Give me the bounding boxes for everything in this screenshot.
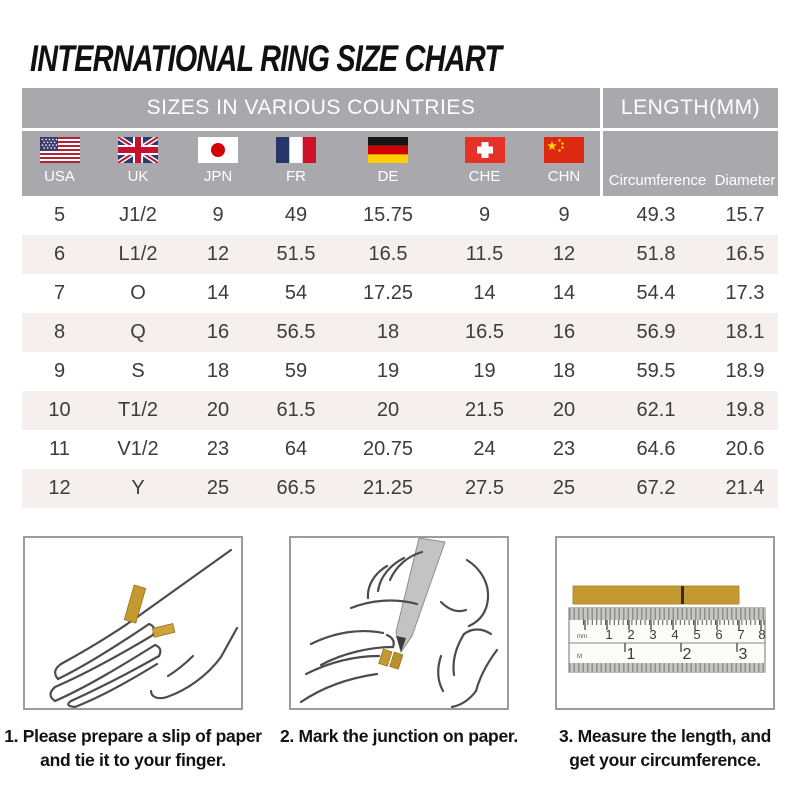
- switzerland-flag-icon: [465, 137, 505, 163]
- table-group-header: [22, 88, 778, 131]
- cell-uk: Q: [130, 321, 146, 343]
- instruction-step-2: [280, 536, 518, 772]
- cell-usa: 10: [48, 399, 71, 421]
- cell-chn: 20: [552, 399, 576, 421]
- cell-circumference: 67.2: [636, 477, 676, 499]
- marking-paper-illustration: [289, 536, 509, 710]
- column-header-che: [441, 131, 528, 196]
- table-body: [22, 196, 778, 508]
- ruler-number: 3: [649, 627, 657, 642]
- cell-fr: 56.5: [276, 321, 316, 343]
- cell-fr: 51.5: [276, 243, 316, 265]
- cell-chn: 12: [552, 243, 576, 265]
- cell-uk: L1/2: [118, 243, 158, 265]
- cell-chn: 18: [552, 360, 576, 382]
- cell-che: 11.5: [465, 243, 504, 265]
- column-label-de: DE: [377, 168, 399, 185]
- caption-line: 2. Mark the junction on paper.: [280, 726, 518, 746]
- cell-circumference: 62.1: [636, 399, 676, 421]
- cell-diameter: 17.3: [725, 282, 765, 304]
- cell-fr: 61.5: [276, 399, 316, 421]
- ruler-number: 1: [605, 627, 613, 642]
- cell-jpn: 25: [206, 477, 230, 499]
- table-row: [22, 196, 778, 235]
- china-flag-icon: [544, 137, 584, 163]
- cell-uk: Y: [131, 477, 145, 499]
- cell-jpn: 12: [206, 243, 230, 265]
- junction-mark: [681, 586, 684, 604]
- cell-circumference: 51.8: [636, 243, 676, 265]
- cell-fr: 66.5: [276, 477, 316, 499]
- ruler-unit-bottom: M: [577, 654, 582, 660]
- cell-chn: 25: [552, 477, 576, 499]
- page-title: INTERNATIONAL RING SIZE CHART: [30, 38, 502, 79]
- cell-uk: O: [130, 282, 146, 304]
- cell-usa: 5: [53, 204, 66, 226]
- cell-circumference: 64.6: [636, 438, 676, 460]
- cell-circumference: 59.5: [636, 360, 676, 382]
- cell-usa: 8: [53, 321, 66, 343]
- germany-flag-icon: [368, 137, 408, 163]
- cell-che: 21.5: [465, 399, 504, 421]
- cell-diameter: 20.6: [725, 438, 765, 460]
- group-header-sizes: SIZES IN VARIOUS COUNTRIES: [146, 96, 476, 119]
- instruction-caption-3: [535, 725, 795, 772]
- france-flag-icon: [276, 137, 316, 163]
- ruler-number: 6: [715, 627, 723, 642]
- cell-fr: 49: [284, 204, 308, 226]
- column-header-fr: [257, 131, 335, 196]
- ruler-measure-illustration: [555, 536, 775, 710]
- cell-de: 20.75: [362, 438, 414, 460]
- ruler-number: 4: [671, 627, 679, 642]
- caption-line: 1. Please prepare a slip of paper: [4, 726, 262, 746]
- cell-jpn: 16: [206, 321, 230, 343]
- cell-jpn: 9: [212, 204, 224, 226]
- table-row: [22, 469, 778, 508]
- cell-che: 19: [473, 360, 496, 382]
- cell-de: 20: [376, 399, 400, 421]
- cell-fr: 64: [284, 438, 308, 460]
- column-header-circumference: Circumference: [600, 131, 712, 196]
- column-label-usa: USA: [44, 168, 75, 185]
- cell-diameter: 15.7: [725, 204, 765, 226]
- cell-diameter: 21.4: [725, 477, 765, 499]
- cell-uk: V1/2: [117, 438, 159, 460]
- cell-chn: 23: [552, 438, 576, 460]
- cell-diameter: 16.5: [725, 243, 765, 265]
- hand-marking-pen-icon: [291, 538, 507, 708]
- column-header-jpn: [179, 131, 257, 196]
- caption-line: and tie it to your finger.: [40, 749, 226, 770]
- hand-with-paper-illustration: [23, 536, 243, 710]
- cell-jpn: 23: [206, 438, 230, 460]
- cell-diameter: 18.9: [725, 360, 765, 382]
- table-row: [22, 352, 778, 391]
- cell-usa: 9: [53, 360, 66, 382]
- cell-circumference: 49.3: [636, 204, 676, 226]
- cell-de: 21.25: [362, 477, 414, 499]
- cell-de: 15.75: [362, 204, 414, 226]
- cell-uk: T1/2: [117, 399, 159, 421]
- ruler-icon: [557, 538, 773, 708]
- ruler-number: 1: [626, 646, 636, 663]
- cell-fr: 59: [284, 360, 308, 382]
- usa-flag-icon: [40, 137, 80, 163]
- cell-usa: 11: [49, 438, 70, 460]
- caption-line: 3. Measure the length, and: [559, 726, 771, 746]
- cell-usa: 7: [53, 282, 66, 304]
- size-table: [22, 88, 778, 508]
- cell-diameter: 18.1: [725, 321, 765, 343]
- cell-circumference: 56.9: [636, 321, 676, 343]
- cell-che: 27.5: [465, 477, 504, 499]
- column-header-chn: [528, 131, 600, 196]
- table-row: [22, 430, 778, 469]
- ruler-number: 3: [738, 646, 748, 663]
- japan-flag-icon: [198, 137, 238, 163]
- cell-chn: 9: [558, 204, 570, 226]
- cell-chn: 16: [552, 321, 576, 343]
- column-label-uk: UK: [127, 168, 149, 185]
- table-row: [22, 313, 778, 352]
- instruction-step-1: [4, 536, 262, 772]
- uk-flag-icon: [118, 137, 158, 163]
- cell-de: 17.25: [362, 282, 414, 304]
- cell-uk: S: [131, 360, 145, 382]
- cell-usa: 6: [53, 243, 66, 265]
- ruler-number: 2: [627, 627, 635, 642]
- caption-line: get your circumference.: [569, 749, 761, 770]
- cell-circumference: 54.4: [636, 282, 676, 304]
- table-row: [22, 235, 778, 274]
- column-header-diameter: Diameter: [714, 172, 776, 189]
- cell-de: 18: [376, 321, 400, 343]
- column-label-chn: CHN: [547, 168, 581, 185]
- column-label-fr: FR: [286, 168, 306, 185]
- cell-chn: 14: [552, 282, 576, 304]
- column-label-jpn: JPN: [203, 168, 233, 185]
- ruler-unit-top: mm: [577, 634, 587, 640]
- instruction-step-3: [555, 536, 775, 772]
- instruction-caption-2: [269, 725, 529, 749]
- ruler-number: 7: [737, 627, 745, 642]
- cell-jpn: 18: [206, 360, 230, 382]
- cell-jpn: 20: [206, 399, 230, 421]
- cell-usa: 12: [48, 477, 71, 499]
- table-row: [22, 274, 778, 313]
- column-header-uk: [97, 131, 179, 196]
- cell-che: 16.5: [465, 321, 504, 343]
- cell-uk: J1/2: [119, 204, 157, 226]
- cell-de: 19: [376, 360, 400, 382]
- table-column-header: [22, 131, 778, 196]
- ruler-number: 8: [758, 627, 766, 642]
- cell-che: 14: [473, 282, 496, 304]
- cell-fr: 54: [284, 282, 308, 304]
- cell-che: 24: [473, 438, 496, 460]
- cell-diameter: 19.8: [725, 399, 765, 421]
- instruction-caption-1: [3, 725, 263, 772]
- cell-de: 16.5: [368, 243, 408, 265]
- ruler-number: 2: [682, 646, 692, 663]
- cell-jpn: 14: [206, 282, 230, 304]
- paper-strip: [573, 586, 739, 604]
- column-header-de: [335, 131, 441, 196]
- column-label-che: CHE: [468, 168, 501, 185]
- cell-che: 9: [478, 204, 491, 226]
- table-row: [22, 391, 778, 430]
- hand-with-paper-strip-icon: [25, 538, 241, 708]
- instructions-section: [0, 536, 800, 772]
- column-header-usa: [22, 131, 97, 196]
- ruler-number: 5: [693, 627, 701, 642]
- group-header-length: LENGTH(MM): [600, 88, 778, 128]
